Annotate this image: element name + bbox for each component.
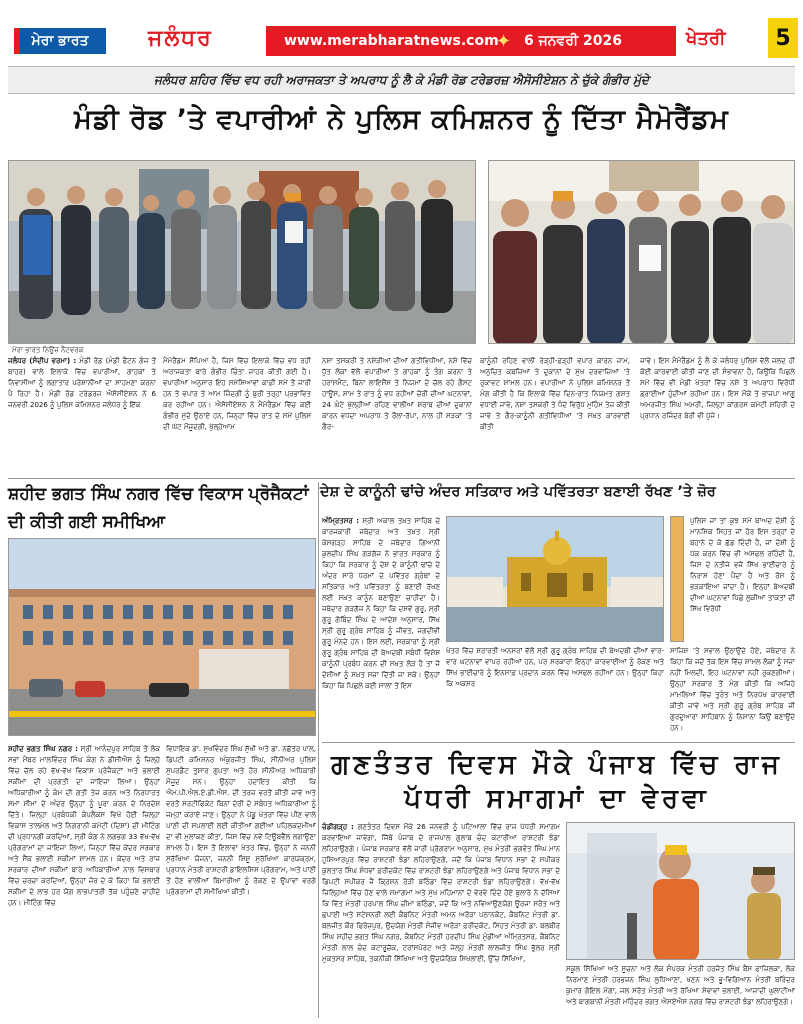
story4-dateline: ਚੰਡੀਗੜ੍ਹ : bbox=[322, 823, 354, 831]
story1-column-2 bbox=[163, 356, 311, 478]
building-photo-illustration bbox=[9, 539, 316, 736]
memorandum-photo bbox=[488, 160, 795, 344]
story1-byline: ਮੇਰਾ ਭਾਰਤ ਨਿਊਜ਼ ਨੈਟਵਰਕ bbox=[12, 346, 84, 354]
story3-column-4-text: ਸਾਜ਼ਿਸ਼ ’ਤੇ ਸਵਾਲ ਉਠਾਉਂਦੇ ਹੋਏ, ਜਥੇਦਾਰ ਨੇ ਕਿਹਾ ਕਿ ਜਦੋਂ ਤੱਕ ਇਸ ਵਿੱਚ ਸ਼ਾਮਲ ਲੋਕਾਂ ਨੂੰ ਸਜ਼ਾ ਨਹੀਂ ਮਿਲਦੀ, ਇਹ ਘਟਨਾਵਾਂ ਨਹੀਂ ਰੁਕਣਗੀਆਂ। ਉਨ੍ਹਾਂ ਸਰਕਾਰ ਤੋਂ ਮੰਗ ਕੀਤੀ ਕਿ ਅਜਿਹੇ ਮਾਮਲਿਆਂ ਵਿੱਚ ਤੁਰੰਤ ਅਤੇ ਨਿਰਪੱਖ ਕਾਰਵਾਈ ਕੀਤੀ ਜਾਵੇ ਅਤੇ ਸ੍ਰੀ ਗੁਰੂ ਗ੍ਰੰਥ ਸਾਹਿਬ ਜੀ ਗੁਰਦੁਆਰਾ ਸਾਹਿਬਾਨ ਨੂੰ ਨਿਸ਼ਾਨਾ ਕਿਉਂ ਬਣਾਉਂਦੇ ਹਨ। bbox=[670, 647, 795, 732]
story1-column-2-text: ਮੈਮੋਰੈਂਡਮ ਸੌਂਪਿਆ ਹੈ, ਜਿਸ ਵਿੱਚ ਇਲਾਕੇ ਵਿੱਚ ਵਧ ਰਹੀ ਅਰਾਜਕਤਾ ਬਾਰੇ ਗੰਭੀਰ ਚਿੰਤਾ ਜ਼ਾਹਰ ਕੀਤੀ ਗਈ ਹੈ। ਵਪਾਰੀਆਂ ਅਨੁਸਾਰ ਇਹ ਸਮੱਸਿਆਵਾਂ ਕਾਫ਼ੀ ਸਮੇਂ ਤੋਂ ਜਾਰੀ ਹਨ ਤੇ ਵਪਾਰ ਤੇ ਆਮ ਜ਼ਿੰਦਗੀ ਨੂੰ ਬੁਰੀ ਤਰ੍ਹਾਂ ਪ੍ਰਭਾਵਿਤ ਕਰ ਰਹੀਆਂ ਹਨ। ਐਸੋਸੀਏਸ਼ਨ ਨੇ ਮੈਮੋਰੈਂਡਮ ਵਿੱਚ ਕਈ ਗੰਭੀਰ ਮੁੱਦੇ ਉਠਾਏ ਹਨ, ਜਿਨ੍ਹਾਂ ਵਿੱਚ ਰਾਤ ਦੇ ਸਮੇਂ ਪੁਲਿਸ ਦੀ ਘੱਟ ਮੌਜੂਦਗੀ, ਖੁੱਲ੍ਹੇਆਮ bbox=[163, 357, 311, 431]
story1-column-5-text: ਜਾਵੇ। ਇਸ ਮੈਮੋਰੈਂਡਮ ਨੂੰ ਲੈ ਕੇ ਜਲੰਧਰ ਪੁਲਿਸ ਵੱਲੋਂ ਜਲਦ ਹੀ ਕੋਈ ਕਾਰਵਾਈ ਕੀਤੀ ਜਾਣ ਦੀ ਸੰਭਾਵਨਾ ਹੈ, ਕਿਉਂਕਿ ਪਿਛਲੇ ਸਮੇਂ ਵਿੱਚ ਵੀ ਮੰਡੀ ਖੇਤਰਾਂ ਵਿੱਚ ਨਸ਼ੇ ਤੇ ਅਪਰਾਧ ਵਿਰੋਧੀ ਡ੍ਰਾਈਆਂ ਹੁੰਦੀਆਂ ਰਹੀਆਂ ਹਨ। ਇਸ ਮੌਕੇ ਤੇ ਭਾਜਪਾ ਆਗੂ ਅਮਰਜੀਤ ਸਿੰਘ ਅਮਰੀ, ਜ਼ਿਲ੍ਹਾ ਕਾਂਗਰਸ ਕਮੇਟੀ ਸ਼ਹਿਰੀ ਦੇ ਪ੍ਰਧਾਨ ਰਜਿੰਦਰ ਬੇਰੀ ਵੀ ਪੁੱਜੇ। bbox=[640, 357, 795, 420]
vertical-divider bbox=[318, 482, 319, 1018]
story1-dateline: ਜਲੰਧਰ (ਸੰਦੀਪ ਵਰਮਾ) : bbox=[8, 357, 77, 365]
story4-tail bbox=[566, 964, 795, 1018]
story3-column-1 bbox=[322, 516, 440, 738]
story3-column-3 bbox=[690, 516, 795, 644]
story1-column-1-text: ਮੰਡੀ ਰੋਡ (ਮੰਡੀ ਫੈਂਟਨ ਗੰਜ ਤੋਂ ਬਾਹਰ) ਵਾਲੇ ਇਲਾਕੇ ਵਿੱਚ ਵਪਾਰੀਆਂ, ਗਾਹਕਾਂ ਤੇ ਨਿਵਾਸੀਆਂ ਨੂੰ ਲਗਾਤਾਰ ਪਰੇਸ਼ਾਨੀਆਂ ਦਾ ਸਾਹਮਣਾ ਕਰਨਾ ਪੈ ਰਿਹਾ ਹੈ। ਮੰਡੀ ਰੋਡ ਟਰੇਡਰਜ਼ ਐਸੋਸੀਏਸ਼ਨ ਨੇ 6 ਜਨਵਰੀ 2026 ਨੂੰ ਪੁਲਿਸ ਕਮਿਸ਼ਨਰ ਜਲੰਧਰ ਨੂੰ ਇੱਕ bbox=[8, 357, 156, 409]
story1-column-4-text: ਕਾਨੂੰਨੀ ਰਹਿਣ ਵਾਲੀ ਰੇੜ੍ਹੀ-ਫੜ੍ਹੀ ਵਪਾਰ ਕਾਰਨ ਜਾਮ, ਅਨੁਚਿਤ ਕਬਜ਼ਿਆਂ ਤੇ ਦੁਕਾਨਾਂ ਦੇ ਮੁੱਖ ਦਰਵਾਜ਼ਿਆਂ ’ਤੇ ਰੁਕਾਵਟ ਸ਼ਾਮਲ ਹਨ। ਵਪਾਰੀਆਂ ਨੇ ਪੁਲਿਸ ਕਮਿਸ਼ਨਰ ਤੋਂ ਮੰਗ ਕੀਤੀ ਹੈ ਕਿ ਇਲਾਕੇ ਵਿੱਚ ਦਿਨ-ਰਾਤ ਨਿਯਮਤ ਗਸ਼ਤ ਵਧਾਈ ਜਾਵੇ, ਨਸ਼ਾ ਤਸਕਰੀ ਤੇ ਧੰਦੇ ਵਿਰੁੱਧ ਮੁਹਿੰਮ ਤੇਜ਼ ਕੀਤੀ ਜਾਵੇ ਤੇ ਗੈਰ-ਕਾਨੂੰਨੀ ਗਤੀਵਿਧੀਆਂ ’ਤੇ ਸਖ਼ਤ ਕਾਰਵਾਈ ਕੀਤੀ bbox=[480, 357, 630, 431]
memorandum-photo-illustration bbox=[489, 161, 795, 344]
star-icon: ✦ bbox=[496, 30, 512, 52]
story1-headline: ਮੰਡੀ ਰੋਡ ’ਤੇ ਵਪਾਰੀਆਂ ਨੇ ਪੁਲਿਸ ਕਮਿਸ਼ਨਰ ਨੂੰ ਦਿੱਤਾ ਮੈਮੋਰੈਂਡਮ bbox=[74, 104, 729, 135]
story2-column-1-text: ਸ੍ਰੀ ਆਨੰਦਪੁਰ ਸਾਹਿਬ ਤੋਂ ਲੋਕ ਸਭਾ ਮੈਂਬਰ ਮਾਲਵਿੰਦਰ ਸਿੰਘ ਕੰਗ ਨੇ ਡੀਸੀਐਸ ਨੂੰ ਜ਼ਿਲ੍ਹੇ ਵਿੱਚ ਚੱਲ ਰਹੇ ਵੱਖ-ਵੱਖ ਵਿਕਾਸ ਪ੍ਰੋਜੈਕਟਾਂ ਅਤੇ ਭਲਾਈ ਸਕੀਮਾਂ ਦੀ ਪ੍ਰਗਤੀ ਦਾ ਜਾਇਜ਼ਾ ਲਿਆ। ਉਨ੍ਹਾਂ ਅਧਿਕਾਰੀਆਂ ਨੂੰ ਕੰਮ ਦੀ ਗਤੀ ਤੇਜ਼ ਕਰਨ ਅਤੇ ਨਿਰਧਾਰਤ ਸਮਾਂ ਸੀਮਾ ਦੇ ਅੰਦਰ ਉਨ੍ਹਾਂ ਨੂੰ ਪੂਰਾ ਕਰਨ ਦੇ ਨਿਰਦੇਸ਼ ਦਿੱਤੇ। ਜ਼ਿਲ੍ਹਾ ਪ੍ਰਬੰਧਕੀ ਕੰਪਲੈਕਸ ਵਿਖੇ ਹੋਈ ਜ਼ਿਲ੍ਹਾ ਵਿਕਾਸ ਤਾਲਮੇਲ ਅਤੇ ਨਿਗਰਾਨੀ ਕਮੇਟੀ (ਦਿਸ਼ਾ) ਦੀ ਮੀਟਿੰਗ ਦੀ ਪ੍ਰਧਾਨਗੀ ਕਰਦਿਆਂ, ਸ੍ਰੀ ਕੰਗ ਨੇ ਲਗਭਗ 33 ਵੱਖ-ਵੱਖ ਪ੍ਰੋਗਰਾਮਾਂ ਦਾ ਜਾਇਜ਼ਾ ਲਿਆ, ਜਿਨ੍ਹਾਂ ਵਿੱਚ ਕੇਂਦਰ ਸਰਕਾਰ ਅਤੇ ਸੈਂਕ ਭਲਾਈ ਸਕੀਮਾਂ ਸ਼ਾਮਲ ਹਨ। ਕੇਂਦਰ ਅਤੇ ਰਾਜ ਸਰਕਾਰ ਦੀਆਂ ਸਕੀਮਾਂ ਬਾਰੇ ਅਧਿਕਾਰੀਆਂ ਨਾਲ ਵਿਸਥਾਰ ਵਿੱਚ ਚਰਚਾ ਕਰਦਿਆਂ, ਉਨ੍ਹਾਂ ਜ਼ੋਰ ਦੇ ਕੇ ਕਿਹਾ ਕਿ ਭਲਾਈ ਸਕੀਮਾਂ ਦੇ ਲਾਭ ਹਰ ਯੋਗ ਲਾਭਪਾਤਰੀ ਤੱਕ ਪਹੁੰਚਣੇ ਚਾਹੀਦੇ ਹਨ। ਮੀਟਿੰਗ ਵਿੱਚ bbox=[8, 745, 160, 907]
traders-photo-illustration bbox=[9, 161, 476, 344]
story4-headline: ਗਣਤੰਤਰ ਦਿਵਸ ਮੌਕੇ ਪੰਜਾਬ ਵਿੱਚ ਰਾਜ ਪੱਧਰੀ ਸਮਾਗਮਾਂ ਦਾ ਵੇਰਵਾ bbox=[331, 750, 783, 814]
page-number: 5 bbox=[768, 18, 798, 58]
story2-column-2 bbox=[166, 744, 316, 1016]
story1-column-5 bbox=[640, 356, 795, 478]
story2-headline: ਸ਼ਹੀਦ ਭਗਤ ਸਿੰਘ ਨਗਰ ਵਿੱਚ ਵਿਕਾਸ ਪ੍ਰੋਜੈਕਟਾਂ ਦੀ ਕੀਤੀ ਗਈ ਸਮੀਖਿਆ bbox=[8, 484, 309, 532]
gurdwara-scaffold-photo bbox=[670, 516, 684, 642]
officials-photo-illustration bbox=[567, 823, 795, 960]
horizontal-divider-2 bbox=[322, 742, 795, 743]
city-name: ਜਲੰਧਰ bbox=[148, 26, 213, 51]
story3-column-3-text: ਪੁਲਿਸ ਜਾਂ ਤਾਂ ਕੁਝ ਸਮੇਂ ਬਾਅਦ ਦੋਸ਼ੀ ਨੂੰ ਮਾਨਸਿਕ ਸਿਹਤ ਜਾਂ ਹੋਰ ਇਸ ਤਰ੍ਹਾਂ ਦੇ ਬਹਾਨੇ ਦੇ ਕੇ ਛੱਡ ਦਿੰਦੀ ਹੈ, ਜਾਂ ਦੋਸ਼ੀ ਨੂੰ ਪੱਕ ਕਰਨ ਵਿੱਚ ਵੀ ਅਸਫਲ ਰਹਿੰਦੀ ਹੈ, ਜਿਸ ਦੇ ਨਤੀਜੇ ਵਜੋਂ ਸਿੱਖ ਭਾਈਚਾਰੇ ਨੂੰ ਨਿਰਾਸ਼ ਹੋਣਾ ਪੈਂਦਾ ਹੈ ਅਤੇ ਰੋਸ ਨੂੰ ਭੜਕਾਇਆ ਜਾਂਦਾ ਹੈ। ਇਨ੍ਹਾਂ ਬੇਅਦਬੀ ਦੀਆਂ ਘਟਨਾਵਾਂ ਪਿੱਛੇ ਲੁਕੀਆਂ ਤਾਕਤਾਂ ਦੀ ਸਿੱਖ ਵਿਰੋਧੀ bbox=[690, 517, 795, 613]
story4-tail-text: ਸਕੂਲ ਸਿੱਖਿਆ ਅਤੇ ਸੂਚਨਾ ਅਤੇ ਲੋਕ ਸੰਪਰਕ ਮੰਤਰੀ ਹਰਜੋਤ ਸਿੰਘ ਬੈਂਸ ਫਾਜ਼ਿਲਕਾ, ਲੋਕ ਨਿਰਮਾਣ ਮੰਤਰੀ ਹਰਭਜਨ ਸਿੰਘ ਲੁਧਿਆਣਾ, ਖਣਨ ਅਤੇ ਭੂ-ਵਿਗਿਆਨ ਮੰਤਰੀ ਬਰਿੰਦਰ ਕੁਮਾਰ ਗੋਇਲ ਮੋਗਾ, ਜਲ ਸਰੋਤ ਮੰਤਰੀ ਅਤੇ ਰੱਖਿਆ ਸੇਵਾਵਾਂ ਭਲਾਈ, ਆਜ਼ਾਦੀ ਘੁਲਾਟੀਆਂ ਅਤੇ ਬਾਗਬਾਨੀ ਮੰਤਰੀ ਮਹਿੰਦਰ ਭਗਤ ਐਸਏਐਸ ਨਗਰ ਵਿੱਚ ਰਾਸ਼ਟਰੀ ਝੰਡਾ ਲਹਿਰਾਉਣਗੇ। bbox=[566, 965, 795, 1006]
masthead bbox=[8, 8, 795, 58]
horizontal-divider bbox=[8, 478, 795, 479]
officials-photo bbox=[566, 822, 795, 960]
website-url[interactable]: www.merabharatnews.com bbox=[284, 33, 499, 49]
story1-column-1 bbox=[8, 356, 156, 478]
golden-temple-photo bbox=[446, 516, 664, 642]
story4-body-text: ਗਣਤੰਤਰ ਦਿਵਸ ਮੌਕੇ 26 ਜਨਵਰੀ ਨੂੰ ਪਟਿਆਲਾ ਵਿੱਚ ਰਾਜ ਪੱਧਰੀ ਸਮਾਗਮ ਕਰਵਾਇਆ ਜਾਵੇਗਾ, ਜਿੱਥੇ ਪੰਜਾਬ ਦੇ ਰਾਜਪਾਲ ਗੁਲਾਬ ਚੰਦ ਕਟਾਰੀਆ ਰਾਸ਼ਟਰੀ ਝੰਡਾ ਲਹਿਰਾਉਣਗੇ। ਪੰਜਾਬ ਸਰਕਾਰ ਵੱਲੋਂ ਜਾਰੀ ਪ੍ਰੋਗਰਾਮ ਅਨੁਸਾਰ, ਮੁੱਖ ਮੰਤਰੀ ਭਗਵੰਤ ਸਿੰਘ ਮਾਨ ਹੁਸ਼ਿਆਰਪੁਰ ਵਿੱਚ ਰਾਸ਼ਟਰੀ ਝੰਡਾ ਲਹਿਰਾਉਣਗੇ, ਜਦੋਂ ਕਿ ਪੰਜਾਬ ਵਿਧਾਨ ਸਭਾ ਦੇ ਸਪੀਕਰ ਕੁਲਤਾਰ ਸਿੰਘ ਸੰਧਵਾਂ ਫ਼ਰੀਦਕੋਟ ਵਿੱਚ ਰਾਸ਼ਟਰੀ ਝੰਡਾ ਲਹਿਰਾਉਣਗੇ ਅਤੇ ਪੰਜਾਬ ਵਿਧਾਨ ਸਭਾ ਦੇ ਡਿਪਟੀ ਸਪੀਕਰ ਜੈ ਕ੍ਰਿਸ਼ਨ ਰੋੜੀ ਬਠਿੰਡਾ ਵਿੱਚ ਰਾਸ਼ਟਰੀ ਝੰਡਾ ਲਹਿਰਾਉਣਗੇ। ਵੱਖ-ਵੱਖ ਜ਼ਿਲ੍ਹਿਆਂ ਵਿੱਚ ਹੋਣ ਵਾਲੇ ਸਮਾਗਮਾਂ ਅਤੇ ਮੁੱਖ ਮਹਿਮਾਨਾਂ ਦੇ ਵੇਰਵੇ ਦਿੰਦੇ ਹੋਏ ਬੁਲਾਰੇ ਨੇ ਦੱਸਿਆ ਕਿ ਵਿੱਤ ਮੰਤਰੀ ਹਰਪਾਲ ਸਿੰਘ ਚੀਮਾ ਬਠਿੰਡਾ, ਜਦੋਂ ਕਿ ਅਤੇ ਨਵਿਆਉਣਯੋਗ ਊਰਜਾ ਸਰੋਤ ਅਤੇ ਛਪਾਈ ਅਤੇ ਸਟੇਸ਼ਨਰੀ ਲਈ ਕੈਬਨਿਟ ਮੰਤਰੀ ਅਮਨ ਅਰੋੜਾ ਪਠਾਨਕੋਟ, ਕੈਬਨਿਟ ਮੰਤਰੀ ਡਾ. ਬਲਜੀਤ ਕੌਰ ਫਿਰੋਜ਼ਪੁਰ, ਉਦਯੋਗ ਮੰਤਰੀ ਸੰਜੀਵ ਅਰੋੜਾ ਫ਼ਰੀਦਕੋਟ, ਸਿਹਤ ਮੰਤਰੀ ਡਾ. ਬਲਬੀਰ ਸਿੰਘ ਸ਼ਹੀਦ ਭਗਤ ਸਿੰਘ ਨਗਰ, ਕੈਬਨਿਟ ਮੰਤਰੀ ਹਰਦੀਪ ਸਿੰਘ ਮੁੰਡੀਆਂ ਅੰਮ੍ਰਿਤਸਰ, ਕੈਬਨਿਟ ਮੰਤਰੀ ਲਾਲ ਚੰਦ ਕਟਾਰੂਚੱਕ, ਟਰਾਂਸਪੋਰਟ ਅਤੇ ਜੇਲ੍ਹ ਮੰਤਰੀ ਲਾਲਜੀਤ ਸਿੰਘ ਭੁੱਲਰ ਸ੍ਰੀ ਮੁਕਤਸਰ ਸਾਹਿਬ, ਤਕਨੀਕੀ ਸਿੱਖਿਆ ਅਤੇ ਉਦਯੋਗਿਕ ਸਿਖਲਾਈ, ਉੱਚ ਸਿੱਖਿਆ, bbox=[322, 823, 560, 963]
url-date-bar bbox=[266, 26, 676, 56]
brand-tag: ਮੇਰਾ ਭਾਰਤ bbox=[14, 28, 106, 54]
story3-column-1-text: ਸ੍ਰੀ ਅਕਾਲ ਤਖ਼ਤ ਸਾਹਿਬ ਦੇ ਕਾਰਜਕਾਰੀ ਜਥੇਦਾਰ ਅਤੇ ਤਖ਼ਤ ਸ੍ਰੀ ਕੇਸਗੜ੍ਹ ਸਾਹਿਬ ਦੇ ਜਥੇਦਾਰ ਗਿਆਨੀ ਕੁਲਦੀਪ ਸਿੰਘ ਗੜਗੱਜ ਨੇ ਭਾਰਤ ਸਰਕਾਰ ਨੂੰ ਕਿਹਾ ਕਿ ਸਰਕਾਰ ਨੂੰ ਦੇਸ਼ ਦੇ ਕਾਨੂੰਨੀ ਢਾਂਚੇ ਦੇ ਅੰਦਰ ਸਾਰੇ ਧਰਮਾਂ ਦੇ ਪਵਿੱਤਰ ਗ੍ਰੰਥਾਂ ਦੇ ਸਤਿਕਾਰ ਅਤੇ ਪਵਿੱਤਰਤਾ ਨੂੰ ਬਣਾਈ ਰੱਖਣ ਲਈ ਸਖ਼ਤ ਕਾਨੂੰਨ ਬਣਾਉਣਾ ਚਾਹੀਦਾ ਹੈ। ਜਥੇਦਾਰ ਗੜਗੱਜ ਨੇ ਕਿਹਾ ਕਿ ਦਸਵੇਂ ਗੁਰੂ, ਸ੍ਰੀ ਗੁਰੂ ਗੋਬਿੰਦ ਸਿੰਘ ਦੇ ਆਦੇਸ਼ ਅਨੁਸਾਰ, ਸਿੱਖ ਸ੍ਰੀ ਗੁਰੂ ਗ੍ਰੰਥ ਸਾਹਿਬ ਨੂੰ ਜੀਵਤ, ਜਗਦੀਵੀ ਗੁਰੂ ਮੰਨਦੇ ਹਨ। ਇਸ ਲਈ, ਸਰਕਾਰਾਂ ਨੂੰ ਸ੍ਰੀ ਗੁਰੂ ਗ੍ਰੰਥ ਸਾਹਿਬ ਦੀ ਬੇਅਦਬੀ ਸਬੰਧੀ ਵਿਸ਼ੇਸ਼ ਕਾਨੂੰਨੀ ਪ੍ਰਬੰਧ ਕਰਨ ਦੀ ਸਖ਼ਤ ਲੋੜ ਹੈ ਤਾਂ ਜੋ ਦੋਸ਼ੀਆਂ ਨੂੰ ਸਖ਼ਤ ਸਜ਼ਾ ਦਿੱਤੀ ਜਾ ਸਕੇ। ਉਨ੍ਹਾਂ ਕਿਹਾ ਕਿ ਪਿਛਲੇ ਕਈ ਸਾਲਾਂ ਤੋਂ ਇਸ bbox=[322, 517, 440, 690]
issue-date: 6 ਜਨਵਰੀ 2026 bbox=[524, 33, 623, 49]
golden-temple-photo-illustration bbox=[447, 517, 664, 642]
section-name: ਖੇਤਰੀ bbox=[686, 28, 726, 49]
story1-column-4 bbox=[480, 356, 630, 478]
traders-group-photo bbox=[8, 160, 476, 344]
story1-column-3-text: ਨਸ਼ਾ ਤਸਕਰੀ ਤੇ ਨਸ਼ੇੜੀਆਂ ਦੀਆਂ ਗਤੀਵਿਧੀਆਂ, ਨਸ਼ੇ ਵਿੱਚ ਧੁੱਤ ਲੋਕਾਂ ਵੱਲੋਂ ਵਪਾਰੀਆਂ ਤੇ ਗਾਹਕਾਂ ਨੂੰ ਤੰਗ ਕਰਨਾ ਤੇ ਹਰਾਸਮੈਂਟ, ਬਿਨਾਂ ਲਾਇਸੈਂਸ ਤੇ ਨਿਯਮਾਂ ਦੇ ਚੱਲ ਰਹੇ ਗੈਸਟ ਹਾਊਸ, ਸ਼ਾਮ ਤੇ ਰਾਤ ਨੂੰ ਵਧ ਰਹੀਆਂ ਚੋਰੀ ਦੀਆਂ ਘਟਨਾਵਾਂ, 24 ਘੰਟੇ ਖੁੱਲ੍ਹੀਆਂ ਰਹਿਣ ਵਾਲੀਆਂ ਸ਼ਰਾਬ ਦੀਆਂ ਦੁਕਾਨਾਂ ਕਾਰਨ ਵਧਦਾ ਅਪਰਾਧ ਤੇ ਰੌਲਾ-ਰੱਪਾ, ਨਾਲ ਹੀ ਸੜਕਾਂ ’ਤੇ ਗੈਰ- bbox=[322, 357, 472, 431]
story1-column-3 bbox=[322, 356, 472, 478]
story3-column-2 bbox=[446, 646, 664, 738]
story1-kicker: ਜਲੰਧਰ ਸ਼ਹਿਰ ਵਿੱਚ ਵਧ ਰਹੀ ਅਰਾਜਕਤਾ ਤੇ ਅਪਰਾਧ ਨੂੰ ਲੈ ਕੇ ਮੰਡੀ ਰੋਡ ਟਰੇਡਰਜ਼ ਐਸੋਸੀਏਸ਼ਨ ਨੇ ਚੁੱਕੇ ਗੰਭੀਰ ਮੁੱਦੇ bbox=[8, 66, 795, 94]
story2-dateline: ਸ਼ਹੀਦ ਭਗਤ ਸਿੰਘ ਨਗਰ : bbox=[8, 745, 78, 753]
story3-dateline: ਅੰਮ੍ਰਿਤਸਰ : bbox=[322, 517, 360, 525]
story2-column-2-text: ਵਿਧਾਇਕ ਡਾ. ਸੁਖਵਿੰਦਰ ਸਿੰਘ ਸੁੱਖੀ ਅਤੇ ਡਾ. ਨਛੱਤਰ ਪਾਲ, ਡਿਪਟੀ ਕਮਿਸ਼ਨਰ ਅੰਕੁਰਜੀਤ ਸਿੰਘ, ਸੀਨੀਅਰ ਪੁਲਿਸ ਸੁਪਰਡੈਂਟ ਤੁਸ਼ਾਰ ਗੁਪਤਾ ਅਤੇ ਹੋਰ ਸੀਨੀਅਰ ਅਧਿਕਾਰੀ ਮੌਜੂਦ ਸਨ। ਉਨ੍ਹਾਂ ਹਦਾਇਤ ਕੀਤੀ ਕਿ ਐਮ.ਪੀ.ਐਲ.ਏ.ਡੀ.ਐਸ. ਦੀ ਤਰਜ਼ ਵਰਤੋਂ ਕੀਤੀ ਜਾਵੇ ਅਤੇ ਵਰਤੋਂ ਸਰਟੀਫਿਕੇਟ ਬਿਨਾਂ ਦੇਰੀ ਦੇ ਸਬੰਧਤ ਅਧਿਕਾਰੀਆਂ ਨੂੰ ਜਮ੍ਹਾਂ ਕਰਾਏ ਜਾਣ। ਉਨ੍ਹਾਂ ਨੇ ਪੇਂਡੂ ਖੇਤਰਾਂ ਵਿੱਚ ਪੀਣ ਵਾਲੇ ਪਾਣੀ ਦੀ ਸਪਲਾਈ ਲਈ ਕੀਤੀਆਂ ਗਈਆਂ ਪਹਿਲਕਦਮੀਆਂ ਦਾ ਵੀ ਮੁਲਾਂਕਣ ਕੀਤਾ, ਜਿਸ ਵਿੱਚ ਨਵੇਂ ਟਿਊਬਵੈੱਲ ਲਗਾਉਣਾ ਸ਼ਾਮਲ ਹੈ। ਇਸ ਤੋਂ ਇਲਾਵਾ ਖੇਤਰ ਵਿੱਚ, ਉਨ੍ਹਾਂ ਨੇ ਜਨਨੀ ਸੁਰੱਖਿਆ ਯੋਜਨਾ, ਜਨਨੀ ਸ਼ਿਸ਼ੂ ਸੁਰੱਖਿਆ ਕਾਰਯਕ੍ਰਮ, ਪ੍ਰਧਾਨ ਮੰਤਰੀ ਰਾਸ਼ਟਰੀ ਡਾਇਲਸਿਸ ਪ੍ਰੋਗਰਾਮ, ਅਤੇ ਪਾਣੀ ਤੋਂ ਹੋਣ ਵਾਲੀਆਂ ਬਿਮਾਰੀਆਂ ਨੂੰ ਰੋਕਣ ਦੇ ਉਪਾਵਾਂ ਵਰਗੇ ਪ੍ਰੋਗਰਾਮਾਂ ਦੀ ਸਮੀਖਿਆ ਕੀਤੀ। bbox=[166, 745, 316, 896]
story3-headline: ਦੇਸ਼ ਦੇ ਕਾਨੂੰਨੀ ਢਾਂਚੇ ਅੰਦਰ ਸਤਿਕਾਰ ਅਤੇ ਪਵਿੱਤਰਤਾ ਬਣਾਈ ਰੱਖਣ ’ਤੇ ਜ਼ੋਰ bbox=[320, 484, 716, 500]
story2-column-1 bbox=[8, 744, 160, 1016]
story4-body bbox=[322, 822, 560, 1018]
story3-column-4 bbox=[670, 646, 795, 738]
building-photo bbox=[8, 538, 316, 736]
story3-column-2-text: ਖੇਤਰ ਵਿੱਚ ਸ਼ਰਾਰਤੀ ਅਨਸਰਾਂ ਵੱਲੋਂ ਸ੍ਰੀ ਗੁਰੂ ਗ੍ਰੰਥ ਸਾਹਿਬ ਦੀ ਬੇਅਦਬੀ ਦੀਆਂ ਵਾਰ-ਵਾਰ ਘਟਨਾਵਾਂ ਵਾਪਰ ਰਹੀਆਂ ਹਨ, ਪਰ ਸਰਕਾਰਾਂ ਇਨ੍ਹਾਂ ਕਾਰਵਾਈਆਂ ਨੂੰ ਰੋਕਣ ਅਤੇ ਸਿੱਖ ਭਾਈਚਾਰੇ ਨੂੰ ਇਨਸਾਫ਼ ਪ੍ਰਦਾਨ ਕਰਨ ਵਿੱਚ ਅਸਫਲ ਰਹੀਆਂ ਹਨ। ਉਨ੍ਹਾਂ ਕਿਹਾ ਕਿ ਅਕਸਰ bbox=[446, 647, 664, 688]
